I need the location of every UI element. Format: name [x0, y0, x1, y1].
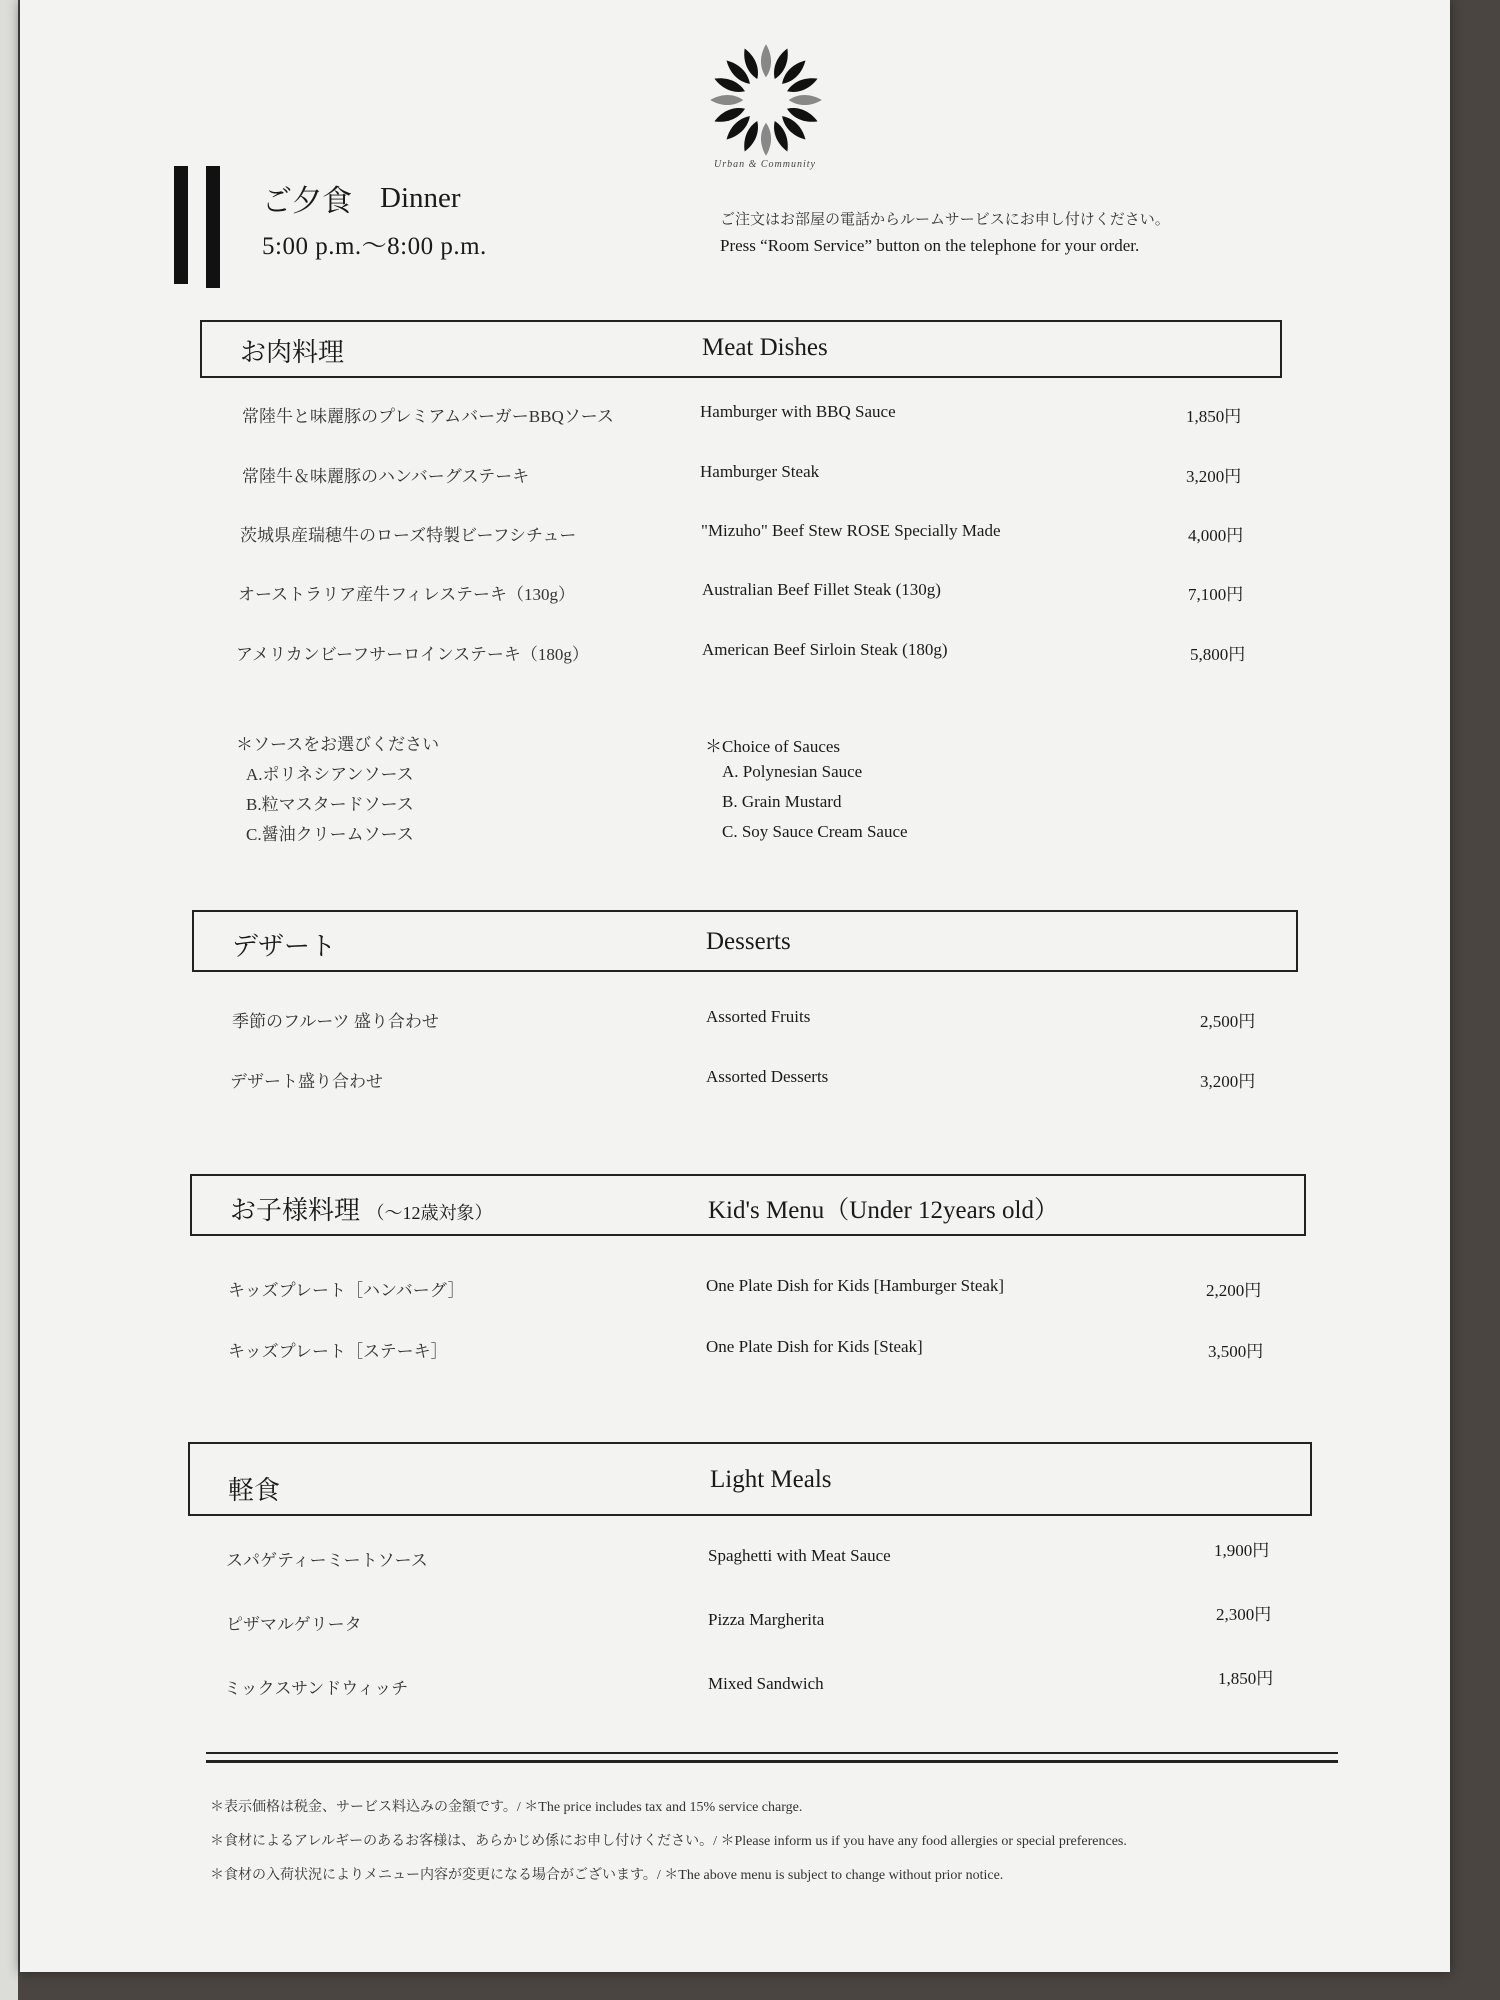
- logo-petal: [789, 95, 822, 105]
- item-name-en: Hamburger with BBQ Sauce: [700, 402, 896, 421]
- logo-caption: Urban & Community: [714, 159, 816, 170]
- item-name-jp: 茨城県産瑞穂牛のローズ特製ビーフシチュー: [240, 526, 577, 545]
- menu-item: [20, 580, 1500, 610]
- sauce-option-jp: A.ポリネシアンソース: [246, 765, 414, 784]
- logo-petal: [710, 95, 743, 105]
- item-name-en: One Plate Dish for Kids [Steak]: [706, 1337, 923, 1356]
- item-name-jp: キッズプレート［ステーキ］: [228, 1342, 448, 1361]
- item-price: 4,000円: [1188, 526, 1244, 545]
- footer-note: ＊食材によるアレルギーのあるお客様は、あらかじめ係にお申し付けください。/ ＊Please inform us if you have any food allergies or special preferences.: [210, 1834, 1127, 1849]
- sauce-option-jp: B.粒マスタードソース: [246, 795, 414, 814]
- item-name-jp: 季節のフルーツ 盛り合わせ: [232, 1012, 439, 1031]
- item-price: 5,800円: [1190, 645, 1246, 664]
- item-name-en: Australian Beef Fillet Steak (130g): [702, 580, 941, 599]
- item-name-en: Hamburger Steak: [700, 462, 820, 481]
- menu-item: [20, 1669, 1500, 1704]
- item-price: 3,200円: [1200, 1072, 1256, 1091]
- sauce-heading-jp: ＊ソースをお選びください: [236, 735, 440, 754]
- page-title-en: Dinner: [380, 182, 461, 214]
- menu-item: [20, 1007, 1500, 1037]
- item-price: 7,100円: [1188, 585, 1244, 604]
- item-price: 1,850円: [1186, 407, 1242, 426]
- sun-logo-icon: [704, 38, 828, 162]
- item-price: 3,200円: [1186, 467, 1242, 486]
- menu-item: [20, 462, 1500, 492]
- section-header-light: [188, 1442, 1312, 1516]
- divider-line: [206, 1760, 1338, 1763]
- menu-item: [20, 1067, 1500, 1097]
- footer-note: ＊食材の入荷状況によりメニュー内容が変更になる場合がございます。/ ＊The above menu is subject to change without prior notice.: [210, 1868, 1004, 1883]
- item-price: 1,900円: [1214, 1541, 1270, 1560]
- item-name-en: Mixed Sandwich: [708, 1674, 824, 1693]
- item-name-jp: スパゲティーミートソース: [226, 1551, 428, 1570]
- sauce-option-jp: C.醤油クリームソース: [246, 825, 414, 844]
- background-page-edge: [0, 0, 18, 2000]
- order-instruction-jp: ご注文はお部屋の電話からルームサービスにお申し付けください。: [720, 212, 1170, 228]
- item-name-jp: キッズプレート［ハンバーグ］: [228, 1281, 465, 1300]
- item-name-en: Pizza Margherita: [708, 1610, 825, 1629]
- menu-item: [20, 640, 1500, 670]
- kids-age-note: （〜12歳対象）: [366, 1203, 493, 1223]
- item-name-jp: ミックスサンドウィッチ: [224, 1679, 409, 1698]
- sauce-option-en: B. Grain Mustard: [722, 792, 842, 811]
- logo-petal: [761, 123, 771, 156]
- section-title-jp: 軽食: [228, 1476, 281, 1505]
- section-title-jp: お肉料理: [240, 338, 345, 367]
- section-title-jp: [230, 1190, 493, 1227]
- sauce-option-en: C. Soy Sauce Cream Sauce: [722, 822, 908, 841]
- item-price: 2,300円: [1216, 1605, 1272, 1624]
- footer-note: ＊表示価格は税金、サービス料込みの金額です。/ ＊The price includes tax and 15% service charge.: [210, 1800, 803, 1815]
- decorative-bar: [174, 166, 188, 284]
- item-price: 1,850円: [1218, 1669, 1274, 1688]
- item-name-jp: 常陸牛＆味麗豚のハンバーグステーキ: [242, 467, 530, 486]
- section-header-desserts: [192, 910, 1298, 972]
- kids-title-jp: お子様料理: [230, 1196, 361, 1225]
- sauce-option-en: A. Polynesian Sauce: [722, 762, 863, 781]
- order-instruction-en: Press “Room Service” button on the telephone for your order.: [720, 236, 1140, 255]
- item-name-jp: アメリカンビーフサーロインステーキ（180g）: [236, 645, 589, 664]
- section-title-en: Light Meals: [710, 1466, 832, 1493]
- section-title-en: Meat Dishes: [702, 334, 828, 361]
- item-name-en: "Mizuho" Beef Stew ROSE Specially Made: [701, 521, 1001, 540]
- divider-line: [206, 1752, 1338, 1754]
- section-header-kids: [190, 1174, 1306, 1236]
- item-name-en: American Beef Sirloin Steak (180g): [702, 640, 948, 659]
- menu-sheet: [20, 0, 1450, 1972]
- decorative-bars: [174, 166, 224, 286]
- section-title-en: Desserts: [706, 928, 791, 955]
- item-name-en: Assorted Desserts: [706, 1067, 829, 1086]
- item-name-en: Spaghetti with Meat Sauce: [708, 1546, 891, 1565]
- item-name-jp: 常陸牛と味麗豚のプレミアムバーガーBBQソース: [242, 407, 614, 426]
- item-price: 3,500円: [1208, 1342, 1264, 1361]
- service-hours: 5:00 p.m.〜8:00 p.m.: [262, 233, 487, 260]
- item-name-en: One Plate Dish for Kids [Hamburger Steak]: [706, 1276, 1005, 1295]
- menu-item: [20, 521, 1500, 551]
- section-title-jp: デザート: [232, 932, 337, 961]
- item-name-jp: ピザマルゲリータ: [226, 1615, 362, 1634]
- menu-item: [20, 1541, 1500, 1576]
- decorative-bar: [206, 166, 220, 288]
- item-name-jp: デザート盛り合わせ: [230, 1072, 383, 1091]
- menu-item: [20, 1337, 1500, 1367]
- sauce-heading-en: ＊Choice of Sauces: [705, 737, 841, 756]
- menu-item: [20, 402, 1500, 432]
- logo-petal: [761, 44, 771, 77]
- menu-item: [20, 1605, 1500, 1640]
- section-title-en: Kid's Menu（Under 12years old）: [708, 1197, 1059, 1224]
- item-name-jp: オーストラリア産牛フィレステーキ（130g）: [238, 585, 575, 604]
- item-price: 2,200円: [1206, 1281, 1262, 1300]
- item-price: 2,500円: [1200, 1012, 1256, 1031]
- section-header-meat: [200, 320, 1282, 378]
- menu-item: [20, 1276, 1500, 1306]
- page-title-jp: ご夕食: [262, 185, 352, 218]
- item-name-en: Assorted Fruits: [706, 1007, 811, 1026]
